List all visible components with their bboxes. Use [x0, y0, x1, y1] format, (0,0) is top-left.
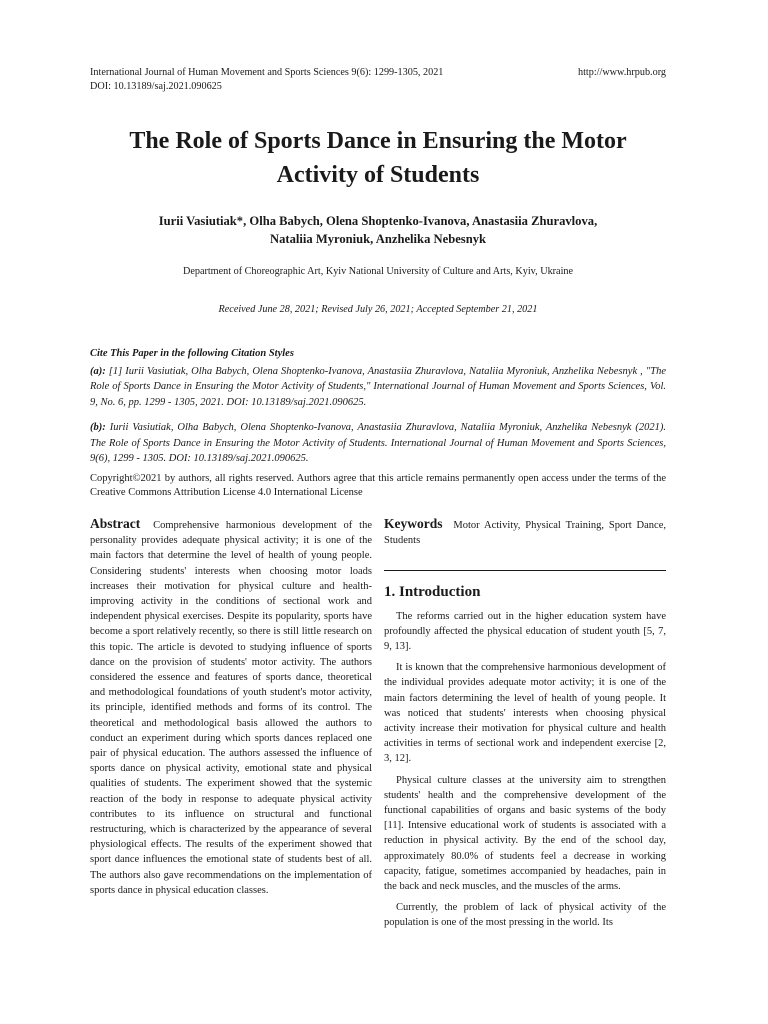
journal-citation: International Journal of Human Movement and Sports Sciences 9(6): 1299-1305, 2021	[90, 67, 444, 78]
citation-b	[90, 420, 666, 467]
citation-heading: Cite This Paper in the following Citation Styles	[90, 348, 294, 359]
doi: DOI: 10.13189/saj.2021.090625	[90, 81, 222, 92]
copyright-notice: Copyright©2021 by authors, all rights reserved. Authors agree that this article remains permanently open access under the terms of the Creative Commons Attribution License 4.0 International License	[90, 473, 666, 498]
citation-a	[90, 364, 666, 411]
journal-url[interactable]: http://www.hrpub.org	[577, 67, 666, 78]
citation-a-text: [1] Iurii Vasiutiak, Olha Babych, Olena Shoptenko-Ivanova, Anastasiia Zhuravlova, Nataliia Myroniuk, Anzhelika Nebesnyk , "The Role of Sports Dance in Ensuring the Motor Activity of Students," International Journal of Human Movement and Sports Sciences, Vol. 9, No. 6, pp. 1299 - 1305, 2021. DOI: 10.13189/saj.2021.090625.	[90, 365, 666, 408]
citation-a-label: (a):	[90, 365, 106, 377]
intro-paragraph: It is known that the comprehensive harmonious development of the individual provides adequate motor activity; it is one of the main factors determining the level of health of young people. It was noticed that students' interests when choosing physical activity increase their motivation for physical culture and health activities in terms of sectional work and independent exercise [2, 3, 12].	[384, 662, 666, 765]
received-dates: Received June 28, 2021; Revised July 26, 2021; Accepted September 21, 2021	[218, 304, 538, 315]
citation-b-label: (b):	[90, 422, 106, 433]
section-divider	[384, 570, 666, 571]
authors-line-2: Nataliia Myroniuk, Anzhelika Nebesnyk	[270, 232, 486, 246]
intro-paragraph: Currently, the problem of lack of physical activity of the population is one of the most pressing in the world. Its	[384, 902, 666, 929]
intro-paragraph: Physical culture classes at the university aim to strengthen students' health and the comprehensive development of the functional capabilities of organs and basic systems of the body [11]. Intensive educational work of students is associated with a reduction in physical activity. By the end of the school day, approximately 80.0% of students feel a decrease in working capacity, fatigue, sometimes accompanied by headaches, pain in the back and neck muscles, and the muscles of the arms.	[384, 774, 666, 893]
citation-b-text: Iurii Vasiutiak, Olha Babych, Olena Shoptenko-Ivanova, Anastasiia Zhuravlova, Nataliia Myroniuk, Anzhelika Nebesnyk (2021). The Role of Sports Dance in Ensuring the Motor Activity of Students. International Journal of Human Movement and Sports Sciences, 9(6), 1299 - 1305. DOI: 10.13189/saj.2021.090625.	[90, 422, 667, 464]
author-list	[90, 212, 666, 248]
intro-paragraph: The reforms carried out in the higher education system have profoundly affected the physical education of student youth [5, 7, 9, 13].	[384, 610, 666, 653]
citation-styles	[90, 346, 666, 477]
running-header	[90, 66, 666, 94]
keywords-text: Motor Activity, Physical Training, Sport Dance, Students	[384, 520, 666, 547]
authors-line-1: Iurii Vasiutiak*, Olha Babych, Olena Shoptenko-Ivanova, Anastasiia Zhuravlova,	[158, 214, 598, 228]
introduction-heading: 1. Introduction	[384, 584, 481, 601]
abstract-label: Abstract	[90, 516, 141, 531]
keywords-label: Keywords	[384, 516, 443, 531]
keywords	[384, 516, 666, 548]
affiliation: Department of Choreographic Art, Kyiv National University of Culture and Arts, Kyiv, Ukraine	[182, 266, 574, 277]
abstract-text: Comprehensive harmonious development of the personality provides adequate physical activity; it is one of the main factors that determine the level of health of young people. Considering students' interests when choosing motor loads increases their motivation for physical culture and health-improving activity in the conditions of sectional work and independent physical exercises. Despite its popularity, sports have become a sport relatively recently, so there is still little research on this topic. The article is devoted to studying influence of sports dance on the provision of students' motor activity. The authors considered the essence and features of sports dance, theoretical and methodological foundations of youth student's motor activity, its principle, identified methods and forms of its control. The theoretical and methodological basis allowed the authors to conduct an experiment during which sports dances replaced one pair of physical education. The authors assessed the influence of sports dance on physical activity, emotional state and physical qualities of students. The experiment showed that the systemic reaction of the body in response to adequate physical activity contributes to its influence on structural and functional restructuring, which is characterized by the appearance of several physiological effects. The results of the experiment showed that sport dance influences the emotional state of students best of all. The authors also gave recommendations on the implementation of sports dance in physical education classes.	[90, 520, 372, 896]
right-column	[384, 516, 666, 937]
paper-title: The Role of Sports Dance in Ensuring the Motor Activity of Students	[129, 128, 627, 188]
left-column	[90, 516, 372, 898]
